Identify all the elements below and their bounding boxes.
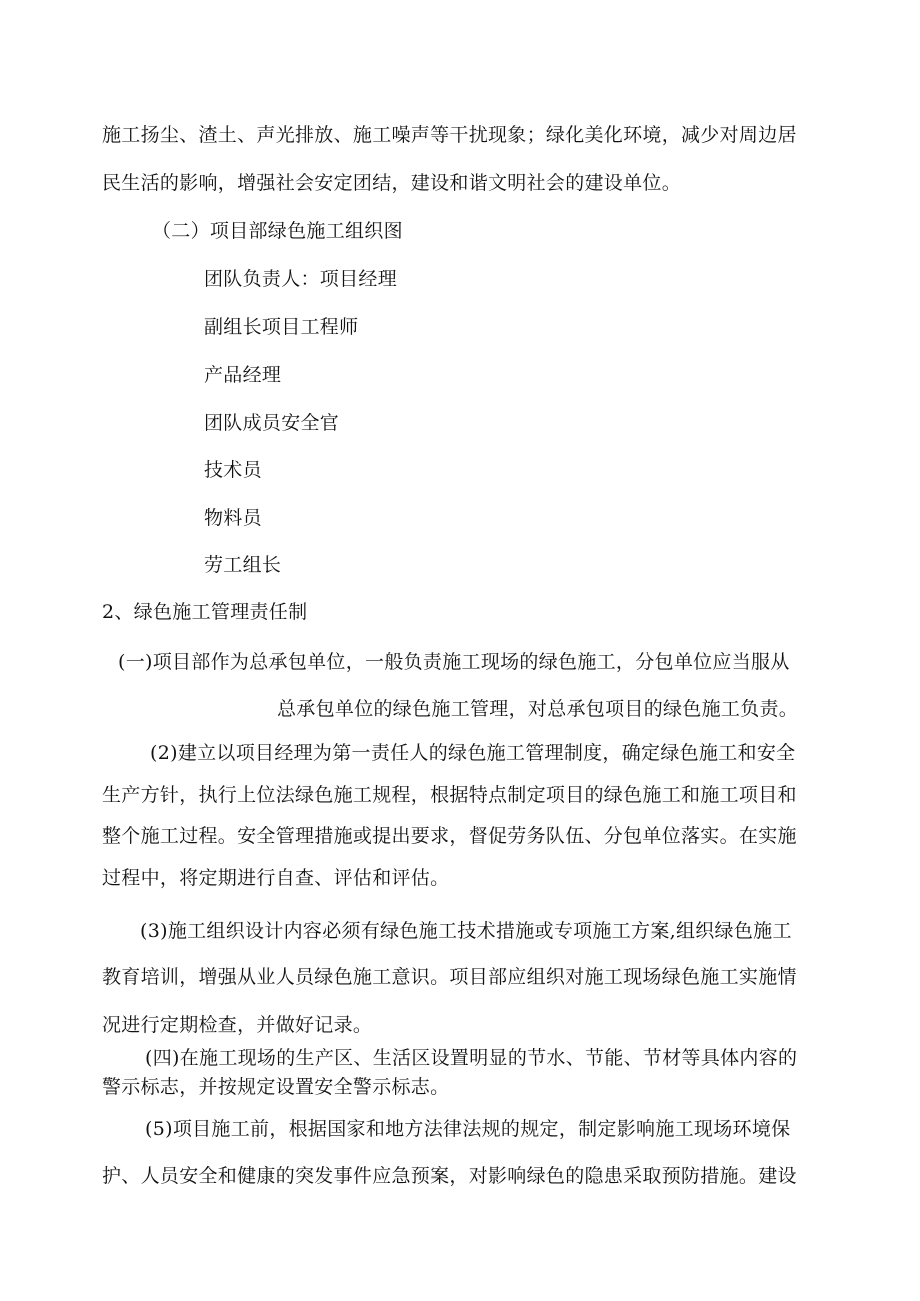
paragraph-line: (一)项目部作为总承包单位，一般负责施工现场的绿色施工，分包单位应当服从 [118,651,790,673]
org-list-item: 物料员 [204,507,262,529]
paragraph-line: (5)项目施工前，根据国家和地方法律法规的规定，制定影响施工现场环境保 [145,1118,791,1140]
org-list-item: 团队成员安全官 [204,412,340,434]
paragraph-line: 总承包单位的绿色施工管理，对总承包项目的绿色施工负责。 [277,698,799,720]
paragraph-line: 教育培训，增强从业人员绿色施工意识。项目部应组织对施工现场绿色施工实施情 [102,966,797,988]
org-list-item: 团队负责人：项目经理 [204,268,398,290]
section-heading: （二）项目部绿色施工组织图 [152,220,403,242]
paragraph-line: 况进行定期检查，并做好记录。 [102,1014,373,1036]
paragraph-line: 生产方针，执行上位法绿色施工规程，根据特点制定项目的绿色施工和施工项目和 [102,784,797,806]
org-list-item: 技术员 [204,459,262,481]
paragraph-line: 整个施工过程。安全管理措施或提出要求，督促劳务队伍、分包单位落实。在实施 [102,825,797,847]
paragraph-line: (3)施工组织设计内容必须有绿色施工技术措施或专项施工方案,组织绿色施工 [140,920,792,942]
paragraph-line: 过程中，将定期进行自查、评估和评估。 [102,867,450,889]
paragraph-line: 警示标志，并按规定设置安全警示标志。 [102,1076,450,1098]
paragraph-line: 民生活的影响，增强社会安定团结，建设和谐文明社会的建设单位。 [102,172,682,194]
section-heading: 2、绿色施工管理责任制 [102,601,308,623]
paragraph-line: (四)在施工现场的生产区、生活区设置明显的节水、节能、节材等具体内容的 [145,1047,798,1069]
org-list-item: 产品经理 [204,364,282,386]
org-list-item: 副组长项目工程师 [204,316,359,338]
paragraph-line: (2)建立以项目经理为第一责任人的绿色施工管理制度，确定绿色施工和安全 [150,742,796,764]
paragraph-line: 施工扬尘、渣土、声光排放、施工噪声等干扰现象；绿化美化环境，减少对周边居 [102,124,797,146]
org-list-item: 劳工组长 [204,554,282,576]
paragraph-line: 护、人员安全和健康的突发事件应急预案，对影响绿色的隐患采取预防措施。建设 [102,1165,797,1187]
